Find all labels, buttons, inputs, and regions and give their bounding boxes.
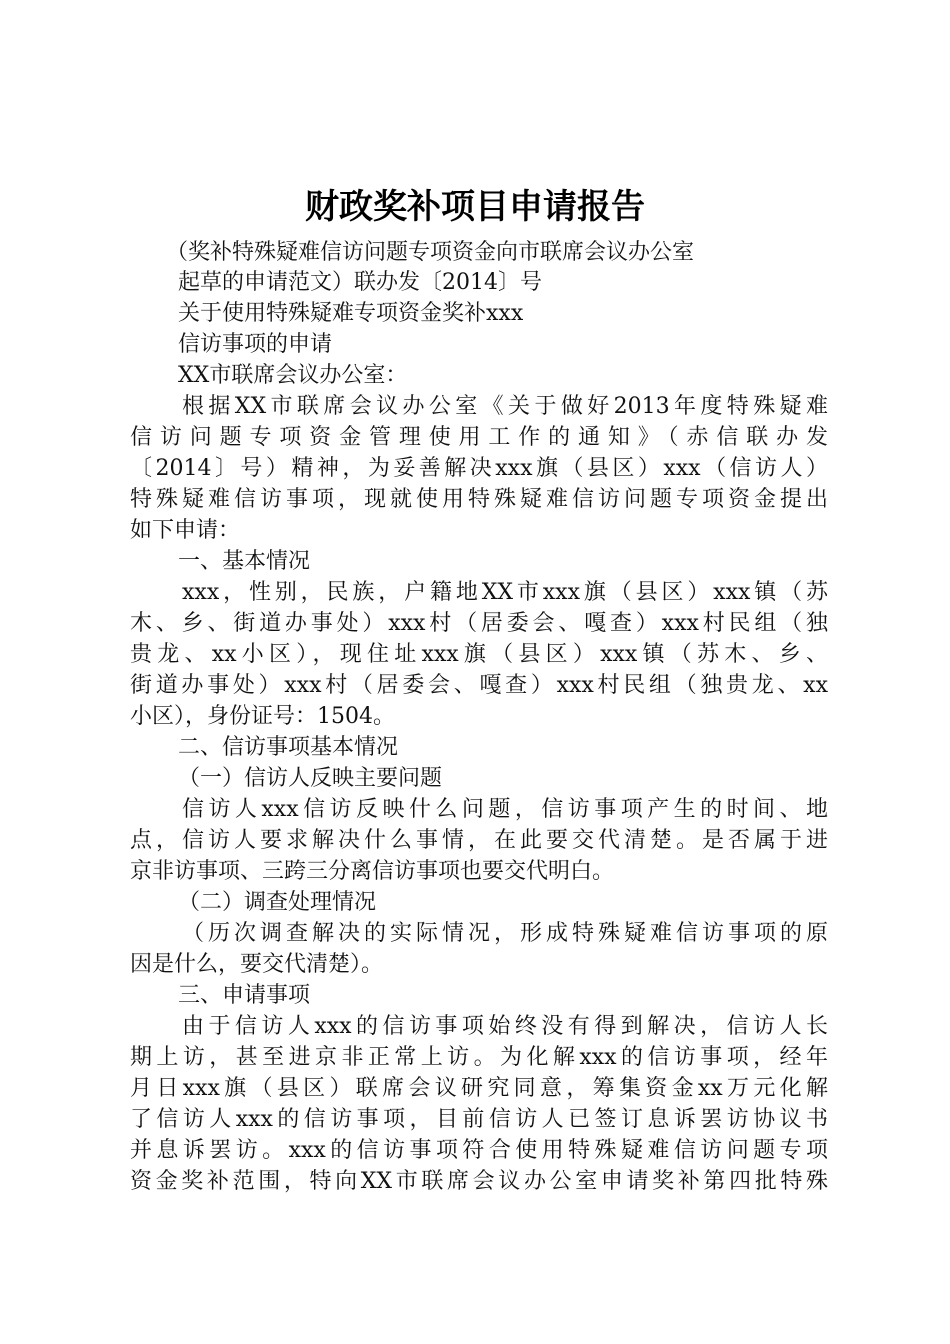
text-line-15: 街道办事处）xxx村（居委会、嘎查）xxx村民组（独贵龙、xx: [130, 673, 828, 698]
text-line-7: 信访问题专项资金管理使用工作的通知》（赤信联办发: [130, 425, 828, 450]
text-line-23: （历次调查解决的实际情况，形成特殊疑难信访事项的原: [182, 921, 828, 946]
text-line-3: 关于使用特殊疑难专项资金奖补xxx: [178, 301, 524, 326]
text-line-4: 信访事项的申请: [178, 332, 333, 357]
text-line-31: 资金奖补范围，特向XX市联席会议办公室申请奖补第四批特殊: [130, 1169, 828, 1194]
text-line-1: （奖补特殊疑难信访问题专项资金向市联席会议办公室: [166, 240, 695, 265]
section-heading-1: 一、基本情况: [178, 549, 311, 574]
text-line-6: 根据XX市联席会议办公室《关于做好2013年度特殊疑难: [182, 394, 828, 419]
section-heading-2: 二、信访事项基本情况: [178, 735, 399, 760]
text-line-2: 起草的申请范文）联办发〔2014〕号: [178, 270, 542, 295]
text-line-12: xxx，性别，民族，户籍地XX市xxx旗（县区）xxx镇（苏: [182, 580, 828, 605]
text-line-13: 木、乡、街道办事处）xxx村（居委会、嘎查）xxx村民组（独: [130, 611, 828, 636]
text-line-26: 由于信访人xxx的信访事项始终没有得到解决，信访人长: [182, 1014, 828, 1039]
text-line-9: 特殊疑难信访事项，现就使用特殊疑难信访问题专项资金提出: [130, 487, 828, 512]
text-line-5: XX市联席会议办公室：: [178, 363, 408, 388]
section-heading-3: 三、申请事项: [178, 983, 311, 1008]
text-line-14: 贵龙、xx小区），现住址xxx旗（县区）xxx镇（苏木、乡、: [130, 642, 828, 667]
text-line-19: 信访人xxx信访反映什么问题，信访事项产生的时间、地: [182, 797, 828, 822]
subsection-heading-2: （二）调查处理情况: [178, 890, 377, 915]
text-line-29: 了信访人xxx的信访事项，目前信访人已签订息诉罢访协议书: [130, 1107, 828, 1132]
text-line-28: 月日xxx旗（县区）联席会议研究同意，筹集资金xx万元化解: [130, 1076, 828, 1101]
document-title: 财政奖补项目申请报告: [305, 187, 645, 227]
text-line-20: 点，信访人要求解决什么事情，在此要交代清楚。是否属于进: [130, 828, 828, 853]
text-line-30: 并息诉罢访。xxx的信访事项符合使用特殊疑难信访问题专项: [130, 1138, 828, 1163]
text-line-24: 因是什么，要交代清楚）。: [130, 952, 384, 977]
text-line-8: 〔2014〕号）精神，为妥善解决xxx旗（县区）xxx（信访人）: [130, 456, 828, 481]
text-line-21: 京非访事项、三跨三分离信访事项也要交代明白。: [130, 859, 615, 884]
text-line-16: 小区），身份证号：1504。: [130, 704, 395, 729]
text-line-10: 如下申请：: [130, 518, 241, 543]
subsection-heading-1: （一）信访人反映主要问题: [178, 766, 443, 791]
text-line-27: 期上访，甚至进京非正常上访。为化解xxx的信访事项，经年: [130, 1045, 828, 1070]
